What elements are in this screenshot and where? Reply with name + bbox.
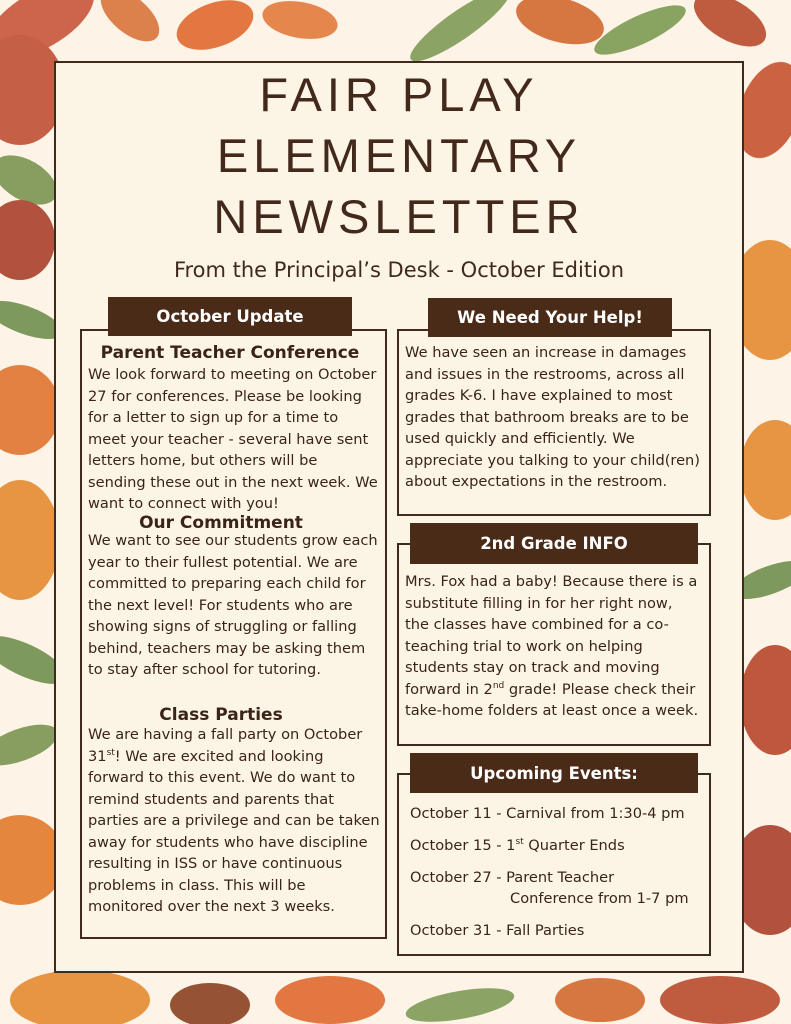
newsletter-title-line1: FAIR PLAY — [259, 68, 539, 121]
october-update-heading: October Update — [108, 297, 352, 336]
parent-teacher-conference-body: We look forward to meeting on October 27 for conferences. Please be looking for a letter to sign up for a time to meet your teacher - several have sent letters home, but others will be sending these out in the next week. We want to connect with you! — [88, 366, 378, 512]
leaf-icon — [170, 0, 260, 59]
event-item-continued: Conference from 1-7 pm — [510, 890, 689, 907]
leaf-icon — [589, 0, 691, 64]
leaf-icon — [259, 0, 340, 44]
leaf-icon — [0, 200, 55, 280]
class-parties-title: Class Parties — [159, 705, 283, 725]
parent-teacher-conference-title: Parent Teacher Conference — [100, 343, 360, 363]
leaf-icon — [275, 976, 385, 1024]
leaf-icon — [0, 480, 60, 600]
leaf-icon — [660, 976, 780, 1024]
newsletter-title-line3: NEWSLETTER — [213, 190, 585, 243]
event-item: October 15 - 1st Quarter Ends — [410, 837, 625, 854]
leaf-icon — [685, 0, 774, 57]
our-commitment-title: Our Commitment — [139, 513, 303, 533]
leaf-icon — [511, 0, 609, 53]
leaf-icon — [740, 420, 791, 520]
event-item: October 31 - Fall Parties — [410, 922, 585, 939]
leaf-icon — [0, 365, 60, 455]
upcoming-events-heading: Upcoming Events: — [410, 753, 698, 793]
leaf-icon — [170, 983, 250, 1024]
leaf-icon — [10, 970, 150, 1024]
event-item: October 27 - Parent Teacher — [410, 869, 615, 886]
second-grade-body: Mrs. Fox had a baby! Because there is a substitute filling in for her right now, the classes have combined for a co-teaching trial to work on helping students stay on track and moving forward in 2nd grade! Please check their take-home folders at least once a week. — [405, 573, 699, 719]
event-item: October 11 - Carnival from 1:30-4 pm — [410, 805, 685, 822]
newsletter-title-line2: ELEMENTARY — [216, 129, 582, 182]
class-parties-body: We are having a fall party on October 31st! We are excited and looking forward to this event. We do want to remind students and parents that parties are a privilege and can be taken away for students who have discipline resulting in ISS or have continuous problems in class. This will be monitored over the next 3 weeks. — [88, 726, 380, 915]
need-help-body: We have seen an increase in damages and issues in the restrooms, across all grades K-6. I have explained to most grades that bathroom breaks are to be used quickly and efficiently. We appreciate you talking to your child(ren) about expectations in the restroom. — [405, 344, 701, 490]
need-help-heading: We Need Your Help! — [428, 298, 672, 337]
leaf-icon — [555, 978, 645, 1022]
leaf-icon — [403, 982, 516, 1024]
leaf-icon — [92, 0, 169, 51]
leaf-icon — [740, 645, 791, 755]
our-commitment-body: We want to see our students grow each year to their fullest potential. We are committed to preparing each child for the next level! For students who are showing signs of struggling or falling behind, teachers may be asking them to stay after school for tutoring. — [88, 532, 378, 678]
second-grade-heading: 2nd Grade INFO — [410, 523, 698, 564]
newsletter-subtitle: From the Principal’s Desk - October Edition — [173, 258, 625, 282]
